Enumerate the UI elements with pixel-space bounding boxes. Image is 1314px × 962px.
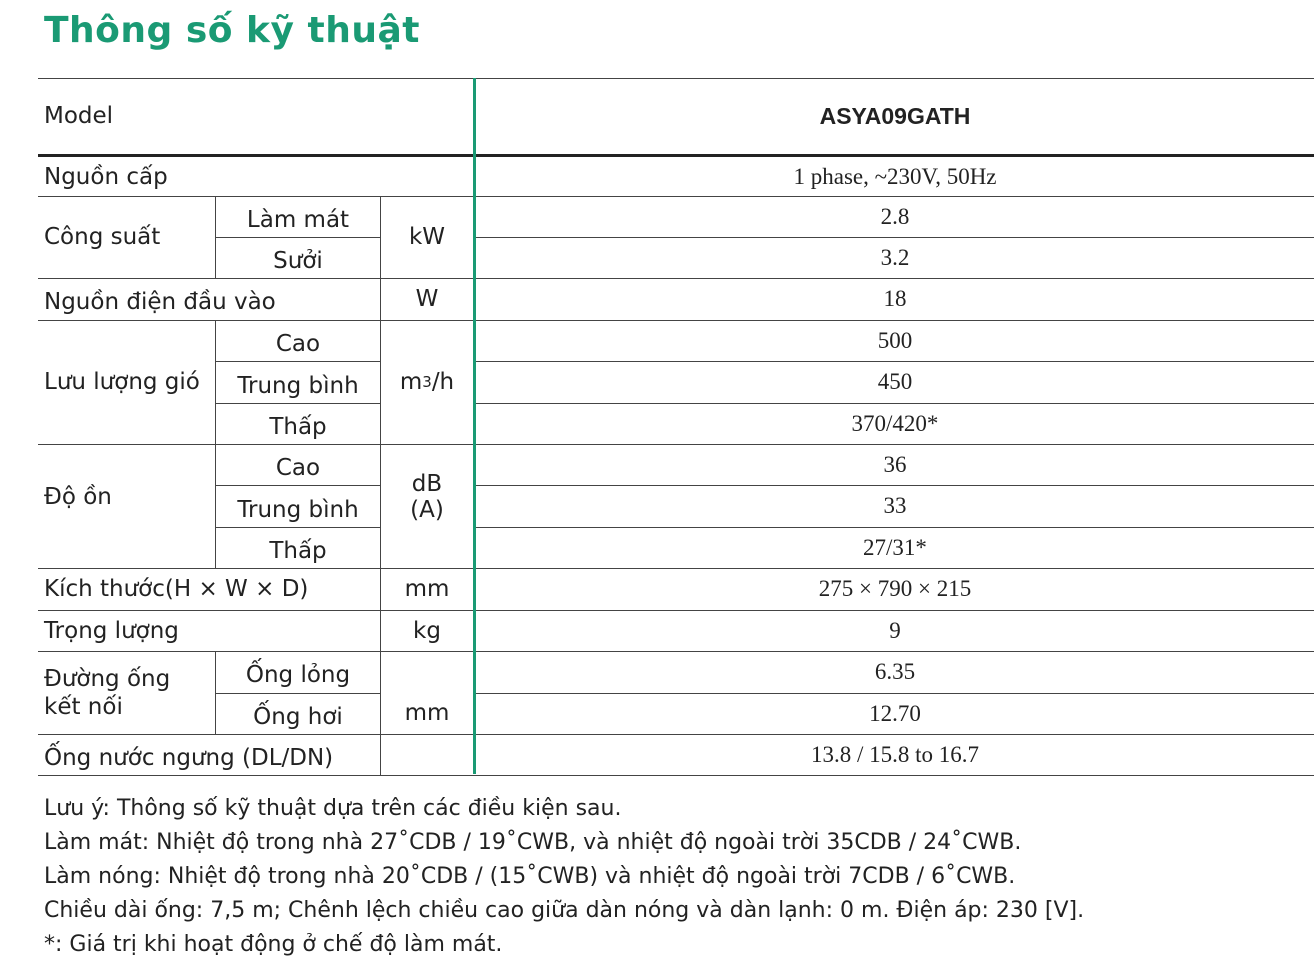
notes: [44, 792, 1304, 962]
noise-unit-line1: dB: [411, 471, 443, 497]
airflow-low-value: 370/420*: [851, 410, 939, 436]
airflow-high-value: 500: [877, 327, 913, 353]
noise-high-label: Cao: [275, 454, 321, 481]
noise-low-label: Thấp: [269, 537, 327, 564]
noise-medium-value: 33: [883, 493, 907, 518]
piping-label: [38, 651, 221, 734]
sub-row-rule: [215, 527, 380, 528]
noise-low-value: 27/31*: [863, 534, 927, 560]
dimensions-label: Kích thước(H × W × D): [44, 576, 309, 602]
table-bottom-rule: [38, 775, 1314, 776]
piping-label-line1: Đường ống: [44, 665, 171, 692]
piping-unit: mm: [404, 700, 450, 726]
note-line: Lưu ý: Thông số kỹ thuật dựa trên các điều kiện sau.: [44, 796, 622, 821]
noise-unit-line2: (A): [410, 497, 444, 523]
capacity-label: Công suất: [44, 224, 161, 250]
noise-high-value: 36: [883, 451, 907, 477]
capacity-cooling-value: 2.8: [880, 203, 910, 229]
airflow-low-label: Thấp: [269, 413, 327, 440]
dimensions-value: 275 × 790 × 215: [818, 576, 972, 601]
sub-row-rule: [215, 361, 380, 362]
note-line: Chiều dài ống: 7,5 m; Chênh lệch chiều cao giữa dàn nóng và dàn lạnh: 0 m. Điện áp: 230 [V].: [44, 898, 1085, 923]
piping-gas-value: 12.70: [869, 700, 921, 726]
weight-unit: kg: [413, 617, 441, 644]
capacity-heating-label: Sưởi: [273, 247, 323, 274]
airflow-high-label: Cao: [275, 330, 321, 357]
capacity-cooling-label: Làm mát: [246, 206, 350, 233]
capacity-unit: kW: [408, 224, 446, 250]
page-title: Thông số kỹ thuật: [44, 10, 420, 51]
dimensions-unit: mm: [404, 576, 450, 602]
airflow-medium-value: 450: [877, 369, 913, 394]
piping-gas-label: Ống hơi: [253, 703, 343, 730]
note-line: Làm mát: Nhiệt độ trong nhà 27˚CDB / 19˚CWB, và nhiệt độ ngoài trời 35CDB / 24˚CWB.: [44, 830, 1022, 855]
weight-value: 9: [889, 617, 901, 643]
piping-liquid-label: Ống lỏng: [245, 661, 351, 688]
airflow-unit: m 3 /h: [399, 369, 455, 395]
input-power-label: Nguồn điện đầu vào: [44, 289, 276, 315]
sub-row-rule: [215, 403, 380, 404]
power-supply-label: Nguồn cấp: [44, 164, 168, 190]
power-supply-value: 1 phase, ~230V, 50Hz: [793, 163, 997, 189]
noise-medium-label: Trung bình: [237, 496, 359, 523]
model-label: Model: [44, 103, 114, 129]
weight-label: Trọng lượng: [44, 617, 179, 644]
drain-value: 13.8 / 15.8 to 16.7: [810, 741, 980, 767]
input-power-value: 18: [883, 286, 907, 311]
sub-row-rule: [215, 237, 380, 238]
note-line: *: Giá trị khi hoạt động ở chế độ làm mát.: [44, 932, 503, 957]
note-line: Làm nóng: Nhiệt độ trong nhà 20˚CDB / (15˚CWB) và nhiệt độ ngoài trời 7CDB / 6˚CWB.: [44, 864, 1016, 889]
piping-liquid-value: 6.35: [874, 659, 916, 684]
noise-label: Độ ồn: [44, 484, 112, 510]
drain-label: Ống nước ngưng (DL/DN): [44, 744, 334, 771]
capacity-heating-value: 3.2: [880, 244, 910, 270]
airflow-label: Lưu lượng gió: [44, 369, 200, 395]
noise-unit: [381, 444, 473, 550]
sub-row-rule: [215, 693, 380, 694]
input-power-unit: W: [415, 286, 439, 312]
sub-row-rule: [215, 485, 380, 486]
airflow-medium-label: Trung bình: [237, 372, 359, 399]
piping-label-line2: kết nối: [44, 693, 123, 720]
model-value: ASYA09GATH: [819, 102, 971, 129]
